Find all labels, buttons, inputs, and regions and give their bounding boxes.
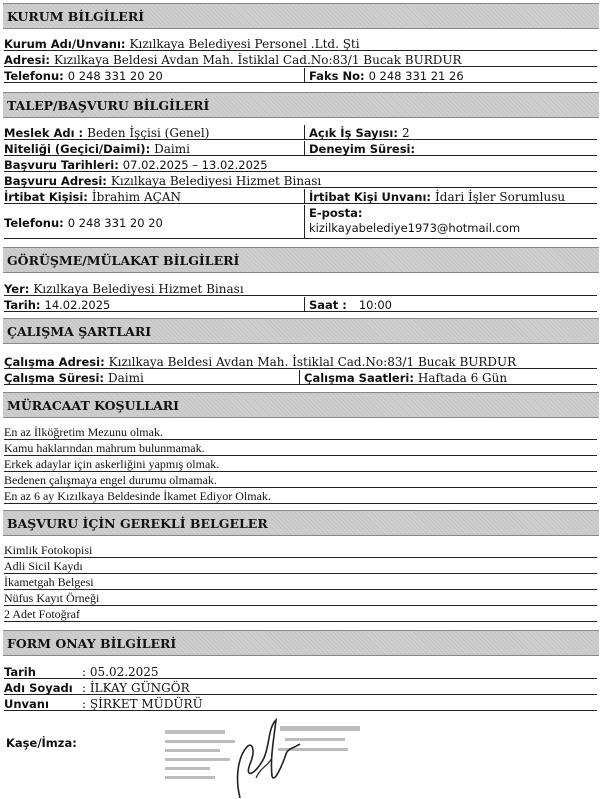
list-item: 2 Adet Fotoğraf	[4, 607, 597, 622]
onay-ad-row: Adı Soyadı : İLKAY GÜNGÖR	[4, 680, 597, 695]
gorusme-yer-row: Yer: Kızılkaya Belediyesi Hizmet Binası	[4, 281, 597, 296]
onay-unvan-row: Unvanı : ŞİRKET MÜDÜRÜ	[4, 696, 597, 711]
gorusme-tarih-row: Tarih: 14.02.2025 Saat : 10:00	[4, 297, 597, 312]
kase-imza-label: Kaşe/İmza:	[6, 736, 77, 750]
kurum-faks-cell: Faks No: 0 248 331 21 26	[304, 68, 464, 82]
section-calisma-header: ÇALIŞMA ŞARTLARI	[3, 318, 599, 344]
section-belgeler-header: BAŞVURU İÇİN GEREKLİ BELGELER	[3, 510, 599, 536]
calisma-saat-cell: Çalışma Saatleri: Haftada 6 Gün	[299, 370, 507, 384]
section-gorusme-header: GÖRÜŞME/MÜLAKAT BİLGİLERİ	[3, 247, 599, 273]
list-item: Adli Sicil Kaydı	[4, 559, 597, 574]
talep-irtibat-row: İrtibat Kişisi: İbrahim AÇAN İrtibat Kişi Unvanı: İdari İşler Sorumlusu	[4, 189, 597, 204]
talep-deneyim-cell: Deneyim Süresi:	[304, 141, 415, 155]
talep-adres-row: Başvuru Adresi: Kızılkaya Belediyesi Hizmet Binası	[4, 173, 597, 188]
list-item: Erkek adaylar için askerliğini yapmış olmak.	[4, 457, 597, 472]
list-item: Nüfus Kayıt Örneği	[4, 591, 597, 606]
kurum-telefon-row: Telefonu: 0 248 331 20 20 Faks No: 0 248 331 21 26	[4, 68, 597, 83]
section-talep-header: TALEP/BAŞVURU BİLGİLERİ	[3, 92, 599, 118]
list-item: İkametgah Belgesi	[4, 575, 597, 590]
talep-unvan-cell: İrtibat Kişi Unvanı: İdari İşler Sorumlusu	[304, 189, 565, 203]
list-item: En az İlköğretim Mezunu olmak.	[4, 425, 597, 440]
onay-tarih-row: Tarih : 05.02.2025	[4, 664, 597, 679]
section-onay-header: FORM ONAY BİLGİLERİ	[3, 630, 599, 656]
talep-meslek-row: Meslek Adı : Beden İşçisi (Genel) Açık İş Sayısı: 2	[4, 125, 597, 140]
calisma-adres-row: Çalışma Adresi: Kızılkaya Beldesi Avdan Mah. İstiklal Cad.No:83/1 Bucak BURDUR	[4, 354, 597, 369]
list-item: Kamu haklarından mahrum bulunmamak.	[4, 441, 597, 456]
calisma-sure-row: Çalışma Süresi: Daimi Çalışma Saatleri: Haftada 6 Gün	[4, 370, 597, 385]
talep-nitelik-row: Niteliği (Geçici/Daimi): Daimi Deneyim Süresi:	[4, 141, 597, 156]
stamp-signature-image	[160, 718, 380, 798]
kurum-adres-row: Adresi: Kızılkaya Beldesi Avdan Mah. İstiklal Cad.No:83/1 Bucak BURDUR	[4, 52, 597, 67]
talep-tarih-row: Başvuru Tarihleri: 07.02.2025 – 13.02.2025	[4, 157, 597, 172]
kurum-adi-row: Kurum Adı/Unvanı: Kızılkaya Belediyesi Personel .Ltd. Şti	[4, 36, 597, 51]
gorusme-saat-cell: Saat : 10:00	[304, 297, 392, 311]
section-kurum-header: KURUM BİLGİLERİ	[3, 3, 599, 29]
talep-telefon-row: Telefonu: 0 248 331 20 20 E-posta: kizilkayabelediye1973@hotmail.com	[4, 205, 597, 239]
list-item: Bedenen çalışmaya engel durumu olmamak.	[4, 473, 597, 488]
list-item: Kimlik Fotokopisi	[4, 543, 597, 558]
list-item: En az 6 ay Kızılkaya Beldesinde İkamet Ediyor Olmak.	[4, 489, 597, 504]
talep-eposta-cell: E-posta: kizilkayabelediye1973@hotmail.com	[304, 205, 520, 238]
section-muracaat-header: MÜRACAAT KOŞULLARI	[3, 392, 599, 418]
talep-acik-cell: Açık İş Sayısı: 2	[304, 125, 410, 139]
